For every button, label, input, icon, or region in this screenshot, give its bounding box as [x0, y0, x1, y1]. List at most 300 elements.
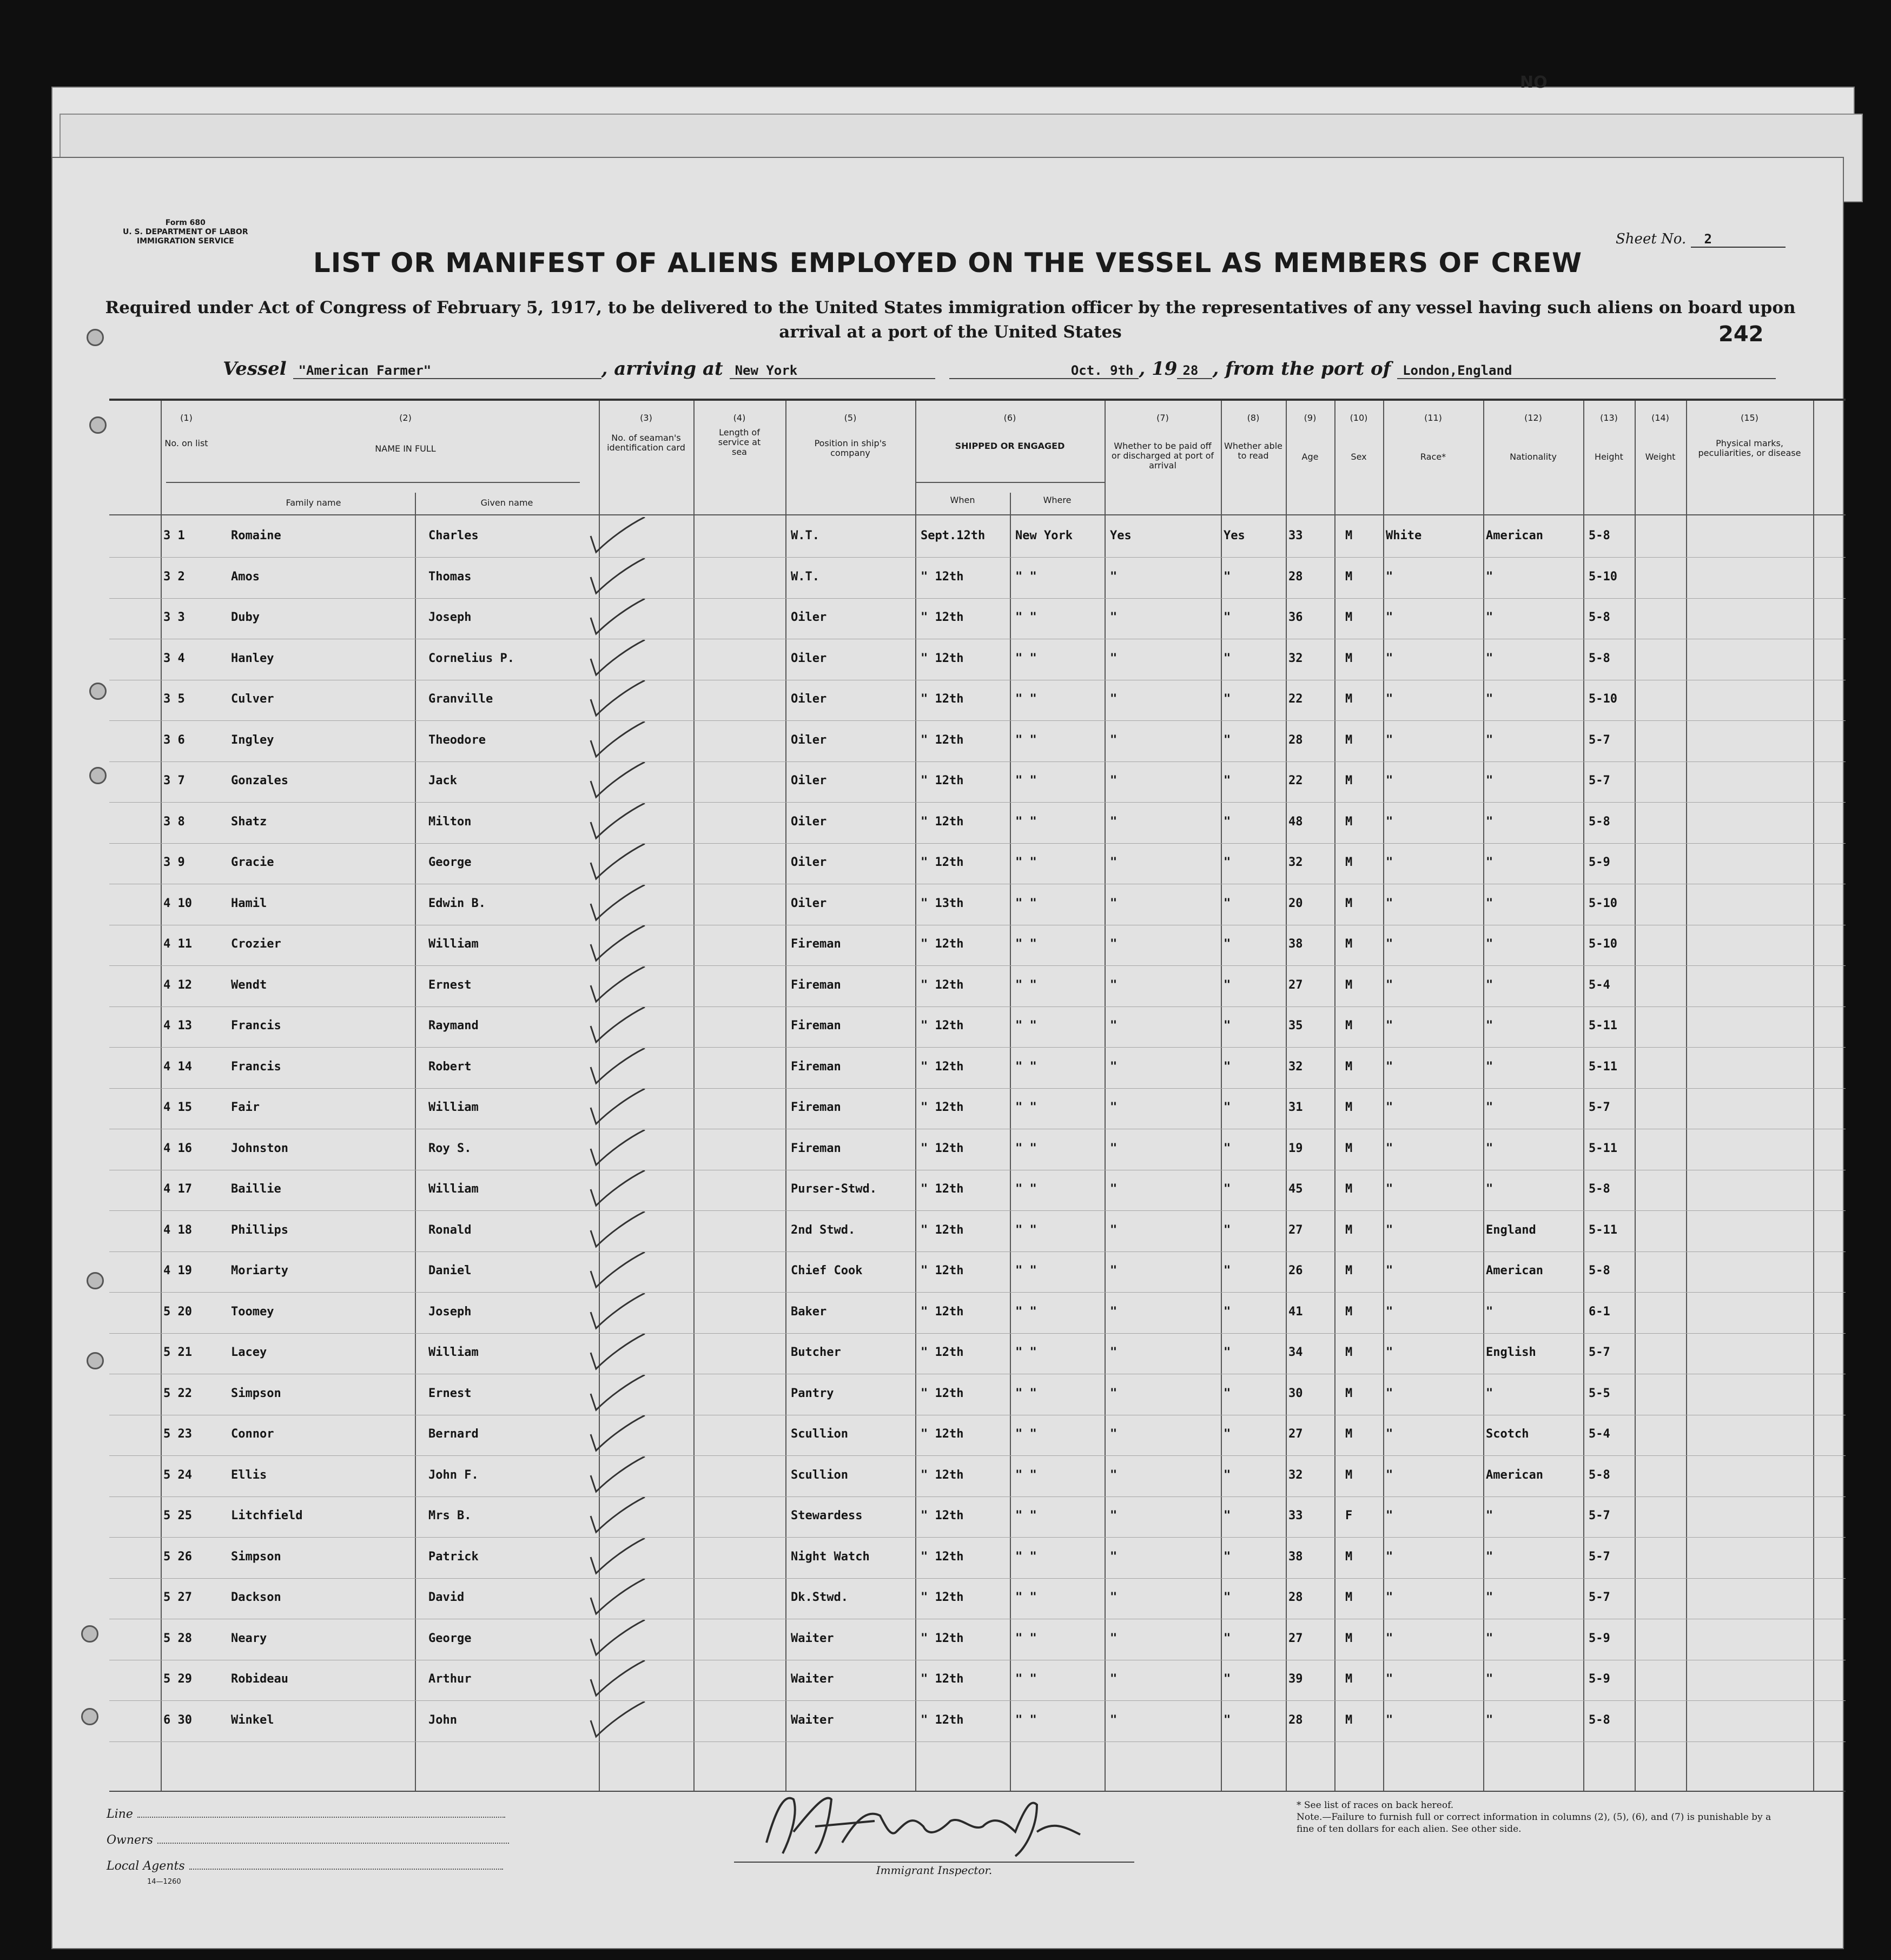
cell-paid: " — [1110, 1550, 1118, 1564]
cell-no: 5 27 — [163, 1591, 192, 1604]
table-row — [109, 966, 1846, 1007]
cell-no: 3 5 — [163, 692, 185, 706]
form-code: 14—1260 — [147, 1878, 181, 1886]
cell-where: " " — [1015, 1182, 1037, 1196]
cell-family: Neary — [231, 1631, 267, 1645]
cell-race: " — [1386, 1509, 1393, 1522]
cell-paid: " — [1110, 856, 1118, 869]
cell-no: 5 20 — [163, 1305, 192, 1319]
table-row — [109, 1538, 1846, 1579]
cell-no: 3 3 — [163, 611, 185, 624]
col-header-physical: Physical marks, peculiarities, or disease — [1698, 438, 1801, 458]
table-row — [109, 1211, 1846, 1252]
table-row — [109, 640, 1846, 680]
punch-hole — [87, 1272, 104, 1289]
cell-no: 4 11 — [163, 937, 192, 951]
cell-read: " — [1224, 1713, 1231, 1727]
cell-where: " " — [1015, 1101, 1037, 1114]
cell-where: " " — [1015, 1223, 1037, 1237]
cell-position: Oiler — [791, 733, 827, 747]
cell-position: W.T. — [791, 570, 819, 584]
cell-position: Oiler — [791, 611, 827, 624]
cell-height: 5-9 — [1589, 856, 1610, 869]
cell-given: Ronald — [428, 1223, 472, 1237]
cell-where: " " — [1015, 1509, 1037, 1522]
col-header-service: Length of service at sea — [718, 427, 761, 457]
cell-age: 38 — [1288, 937, 1303, 951]
inspector-signature — [734, 1783, 1134, 1864]
table-row — [109, 1130, 1846, 1170]
cell-when: " 12th — [921, 1509, 964, 1522]
cell-when: Sept.12th — [921, 529, 986, 542]
cell-position: W.T. — [791, 529, 819, 542]
cell-sex: M — [1345, 651, 1353, 665]
cell-position: Purser-Stwd. — [791, 1182, 877, 1196]
cell-age: 48 — [1288, 815, 1303, 829]
cell-position: Fireman — [791, 978, 841, 992]
cell-read: " — [1224, 1672, 1231, 1686]
cell-race: " — [1386, 1713, 1393, 1727]
cell-given: Arthur — [428, 1672, 472, 1686]
arrival-port: New York — [730, 363, 935, 379]
cell-height: 5-8 — [1589, 1182, 1610, 1196]
cell-given: Roy S. — [428, 1141, 472, 1155]
cell-family: Robideau — [231, 1672, 288, 1686]
cell-age: 28 — [1288, 1591, 1303, 1604]
cell-age: 38 — [1288, 1550, 1303, 1564]
cell-position: Fireman — [791, 1101, 841, 1114]
cell-sex: M — [1345, 570, 1353, 584]
table-row — [109, 762, 1846, 803]
check-mark — [583, 1415, 647, 1453]
cell-when: " 12th — [921, 611, 964, 624]
cell-nat: " — [1486, 1101, 1493, 1114]
page-subtitle: Required under Act of Congress of February 5, 1917, to be delivered to the United States immigration officer by the representatives of any vessel having such aliens on board upon arrival at a port of the United States — [105, 298, 1796, 342]
cell-height: 5-7 — [1589, 1346, 1610, 1359]
cell-family: Gracie — [231, 856, 274, 869]
cell-read: " — [1224, 937, 1231, 951]
cell-given: Raymand — [428, 1019, 479, 1032]
cell-race: " — [1386, 1141, 1393, 1155]
cell-family: Fair — [231, 1101, 260, 1114]
cell-given: Joseph — [428, 1305, 472, 1319]
cell-race: " — [1386, 937, 1393, 951]
cell-race: " — [1386, 1060, 1393, 1074]
cell-nat: " — [1486, 978, 1493, 992]
cell-paid: " — [1110, 1346, 1118, 1359]
cell-nat: Scotch — [1486, 1427, 1529, 1441]
cell-nat: " — [1486, 1550, 1493, 1564]
cell-age: 28 — [1288, 733, 1303, 747]
cell-position: Pantry — [791, 1386, 834, 1400]
cell-nat: American — [1486, 1264, 1543, 1277]
cell-where: " " — [1015, 611, 1037, 624]
cell-sex: M — [1345, 1182, 1353, 1196]
punch-hole — [89, 767, 107, 784]
cell-height: 5-9 — [1589, 1672, 1610, 1686]
cell-where: " " — [1015, 733, 1037, 747]
cell-no: 5 21 — [163, 1346, 192, 1359]
departure-port: London,England — [1397, 363, 1776, 379]
cell-no: 5 26 — [163, 1550, 192, 1564]
table-row — [109, 1252, 1846, 1293]
check-mark — [583, 966, 647, 1004]
cell-race: " — [1386, 1591, 1393, 1604]
cell-when: " 12th — [921, 1060, 964, 1074]
cell-when: " 12th — [921, 856, 964, 869]
cell-age: 27 — [1288, 1427, 1303, 1441]
cell-sex: M — [1345, 1631, 1353, 1645]
cell-paid: " — [1110, 815, 1118, 829]
col-header-position: Position in ship's company — [814, 438, 887, 458]
cell-position: Waiter — [791, 1631, 834, 1645]
cell-sex: M — [1345, 1346, 1353, 1359]
punch-hole — [87, 329, 104, 346]
cell-family: Francis — [231, 1019, 281, 1032]
cell-position: Fireman — [791, 937, 841, 951]
page-title: LIST OR MANIFEST OF ALIENS EMPLOYED ON THE VESSEL AS MEMBERS OF CREW — [313, 247, 1583, 279]
cell-given: William — [428, 1101, 479, 1114]
check-mark — [583, 1293, 647, 1331]
cell-race: " — [1386, 1182, 1393, 1196]
cell-sex: M — [1345, 1305, 1353, 1319]
cell-position: Scullion — [791, 1427, 848, 1441]
cell-where: " " — [1015, 1264, 1037, 1277]
cell-height: 5-8 — [1589, 651, 1610, 665]
cell-no: 3 8 — [163, 815, 185, 829]
cell-sex: M — [1345, 1141, 1353, 1155]
cell-given: Theodore — [428, 733, 486, 747]
cell-nat: " — [1486, 1591, 1493, 1604]
cell-read: " — [1224, 570, 1231, 584]
cell-age: 41 — [1288, 1305, 1303, 1319]
cell-read: " — [1224, 1141, 1231, 1155]
cell-age: 22 — [1288, 774, 1303, 787]
cell-nat: " — [1486, 896, 1493, 910]
cell-read: " — [1224, 692, 1231, 706]
col-header-name: NAME IN FULL — [375, 443, 436, 454]
cell-read: " — [1224, 856, 1231, 869]
cell-read: Yes — [1224, 529, 1245, 542]
cell-read: " — [1224, 651, 1231, 665]
cell-position: Chief Cook — [791, 1264, 863, 1277]
cell-when: " 12th — [921, 1141, 964, 1155]
cell-sex: M — [1345, 815, 1353, 829]
cell-sex: F — [1345, 1509, 1353, 1522]
cell-read: " — [1224, 1591, 1231, 1604]
cell-given: Jack — [428, 774, 457, 787]
cell-when: " 12th — [921, 1672, 964, 1686]
cell-nat: " — [1486, 1141, 1493, 1155]
cell-when: " 12th — [921, 1346, 964, 1359]
cell-paid: " — [1110, 611, 1118, 624]
cell-race: " — [1386, 1305, 1393, 1319]
cell-read: " — [1224, 1223, 1231, 1237]
cell-sex: M — [1345, 978, 1353, 992]
cell-position: Night Watch — [791, 1550, 870, 1564]
cell-family: Phillips — [231, 1223, 288, 1237]
cell-no: 3 2 — [163, 570, 185, 584]
check-mark — [583, 1579, 647, 1617]
cell-nat: " — [1486, 651, 1493, 665]
cell-when: " 12th — [921, 1019, 964, 1032]
cell-height: 6-1 — [1589, 1305, 1610, 1319]
table-row — [109, 1660, 1846, 1701]
cell-no: 4 19 — [163, 1264, 192, 1277]
cell-position: Waiter — [791, 1713, 834, 1727]
cell-given: William — [428, 937, 479, 951]
cell-given: David — [428, 1591, 465, 1604]
cell-race: " — [1386, 896, 1393, 910]
table-row — [109, 925, 1846, 966]
cell-where: " " — [1015, 1427, 1037, 1441]
table-row — [109, 599, 1846, 639]
cell-nat: " — [1486, 1672, 1493, 1686]
cell-nat: " — [1486, 733, 1493, 747]
check-mark — [583, 721, 647, 759]
cell-race: " — [1386, 978, 1393, 992]
cell-family: Connor — [231, 1427, 274, 1441]
punch-hole — [89, 416, 107, 434]
table-row — [109, 844, 1846, 884]
cell-nat: " — [1486, 1305, 1493, 1319]
cell-given: Joseph — [428, 611, 472, 624]
cell-sex: M — [1345, 1591, 1353, 1604]
cell-when: " 12th — [921, 1427, 964, 1441]
cell-paid: " — [1110, 1672, 1118, 1686]
cell-position: Fireman — [791, 1019, 841, 1032]
cell-where: " " — [1015, 1141, 1037, 1155]
cell-height: 5-7 — [1589, 733, 1610, 747]
cell-family: Toomey — [231, 1305, 274, 1319]
cell-nat: " — [1486, 1509, 1493, 1522]
cell-family: Ingley — [231, 733, 274, 747]
table-row — [109, 1375, 1846, 1415]
cell-paid: " — [1110, 1509, 1118, 1522]
cell-position: Oiler — [791, 774, 827, 787]
cell-no: 4 17 — [163, 1182, 192, 1196]
cell-family: Simpson — [231, 1550, 281, 1564]
cell-race: " — [1386, 856, 1393, 869]
check-mark — [583, 1456, 647, 1494]
cell-sex: M — [1345, 774, 1353, 787]
cell-position: Oiler — [791, 692, 827, 706]
cell-height: 5-8 — [1589, 815, 1610, 829]
cell-when: " 12th — [921, 774, 964, 787]
cell-given: George — [428, 856, 472, 869]
check-mark — [583, 1334, 647, 1372]
check-mark — [583, 680, 647, 718]
cell-when: " 13th — [921, 896, 964, 910]
cell-given: Patrick — [428, 1550, 479, 1564]
cell-paid: " — [1110, 733, 1118, 747]
cell-when: " 12th — [921, 1591, 964, 1604]
cell-paid: " — [1110, 1591, 1118, 1604]
check-mark — [583, 762, 647, 800]
cell-race: " — [1386, 1101, 1393, 1114]
check-mark — [583, 803, 647, 841]
cell-height: 5-7 — [1589, 1101, 1610, 1114]
cell-paid: " — [1110, 1019, 1118, 1032]
check-mark — [583, 1660, 647, 1698]
cell-paid: " — [1110, 1141, 1118, 1155]
table-row — [109, 1170, 1846, 1211]
cell-race: " — [1386, 1223, 1393, 1237]
cell-sex: M — [1345, 1223, 1353, 1237]
cell-read: " — [1224, 1631, 1231, 1645]
cell-where: " " — [1015, 1672, 1037, 1686]
cell-paid: " — [1110, 1468, 1118, 1482]
col-header-age: Age — [1301, 452, 1319, 462]
cell-race: " — [1386, 692, 1393, 706]
cell-race: " — [1386, 1672, 1393, 1686]
check-mark — [583, 1252, 647, 1290]
cell-where: " " — [1015, 856, 1037, 869]
cell-age: 19 — [1288, 1141, 1303, 1155]
cell-race: " — [1386, 1550, 1393, 1564]
cell-no: 4 16 — [163, 1141, 192, 1155]
cell-age: 32 — [1288, 856, 1303, 869]
cell-when: " 12th — [921, 1182, 964, 1196]
cell-position: Oiler — [791, 856, 827, 869]
cell-height: 5-9 — [1589, 1631, 1610, 1645]
cell-no: 3 7 — [163, 774, 185, 787]
cell-paid: " — [1110, 1264, 1118, 1277]
cell-no: 4 12 — [163, 978, 192, 992]
cell-paid: Yes — [1110, 529, 1132, 542]
cell-family: Duby — [231, 611, 260, 624]
cell-age: 28 — [1288, 1713, 1303, 1727]
cell-paid: " — [1110, 1305, 1118, 1319]
cell-nat: " — [1486, 692, 1493, 706]
cell-where: " " — [1015, 1591, 1037, 1604]
cell-race: " — [1386, 733, 1393, 747]
cell-nat: " — [1486, 1060, 1493, 1074]
cell-no: 3 6 — [163, 733, 185, 747]
cell-race: White — [1386, 529, 1422, 542]
cell-position: Fireman — [791, 1141, 841, 1155]
cell-where: " " — [1015, 651, 1037, 665]
cell-nat: American — [1486, 1468, 1543, 1482]
cell-sex: M — [1345, 1264, 1353, 1277]
cell-no: 6 30 — [163, 1713, 192, 1727]
cell-paid: " — [1110, 570, 1118, 584]
table-row — [109, 721, 1846, 762]
cell-race: " — [1386, 1427, 1393, 1441]
table-row — [109, 803, 1846, 844]
cell-family: Amos — [231, 570, 260, 584]
col-header-nationality: Nationality — [1510, 452, 1557, 462]
cell-age: 33 — [1288, 1509, 1303, 1522]
cell-read: " — [1224, 1060, 1231, 1074]
cell-age: 27 — [1288, 1223, 1303, 1237]
cell-read: " — [1224, 1550, 1231, 1564]
cell-nat: " — [1486, 937, 1493, 951]
cell-paid: " — [1110, 1101, 1118, 1114]
cell-position: 2nd Stwd. — [791, 1223, 856, 1237]
cell-height: 5-8 — [1589, 529, 1610, 542]
cell-no: 5 28 — [163, 1631, 192, 1645]
cell-no: 3 4 — [163, 651, 185, 665]
line-field: Line — [107, 1807, 505, 1821]
cell-no: 4 13 — [163, 1019, 192, 1032]
cell-nat: " — [1486, 1631, 1493, 1645]
cell-sex: M — [1345, 1427, 1353, 1441]
cell-nat: " — [1486, 1019, 1493, 1032]
cell-family: Moriarty — [231, 1264, 288, 1277]
cell-age: 32 — [1288, 1060, 1303, 1074]
vessel-line: Vessel "American Farmer" , arriving at New York Oct. 9th , 19 28 , from the port of London,England — [223, 358, 1776, 380]
cell-race: " — [1386, 774, 1393, 787]
check-mark — [583, 1089, 647, 1127]
punch-hole — [81, 1625, 98, 1643]
cell-age: 30 — [1288, 1386, 1303, 1400]
cell-age: 39 — [1288, 1672, 1303, 1686]
table-row — [109, 680, 1846, 721]
cell-height: 5-4 — [1589, 978, 1610, 992]
cell-position: Scullion — [791, 1468, 848, 1482]
col-header-height: Height — [1595, 452, 1623, 462]
cell-no: 4 14 — [163, 1060, 192, 1074]
owners-field: Owners — [107, 1833, 509, 1847]
cell-given: John — [428, 1713, 457, 1727]
cell-position: Baker — [791, 1305, 827, 1319]
cell-no: 5 23 — [163, 1427, 192, 1441]
cell-position: Butcher — [791, 1346, 841, 1359]
cell-family: Johnston — [231, 1141, 288, 1155]
cell-height: 5-7 — [1589, 774, 1610, 787]
check-mark — [583, 558, 647, 596]
cell-nat: " — [1486, 1386, 1493, 1400]
check-mark — [583, 1497, 647, 1535]
cell-paid: " — [1110, 978, 1118, 992]
cell-given: Charles — [428, 529, 479, 542]
cell-given: William — [428, 1182, 479, 1196]
cell-race: " — [1386, 1264, 1393, 1277]
col-header-read: Whether able to read — [1224, 441, 1282, 461]
cell-race: " — [1386, 1468, 1393, 1482]
col-header-race: Race* — [1420, 452, 1446, 462]
cell-family: Winkel — [231, 1713, 274, 1727]
table-row — [109, 558, 1846, 599]
cell-position: Dk.Stwd. — [791, 1591, 848, 1604]
cell-age: 34 — [1288, 1346, 1303, 1359]
cell-paid: " — [1110, 1060, 1118, 1074]
cell-paid: " — [1110, 1182, 1118, 1196]
cell-paid: " — [1110, 1223, 1118, 1237]
footnotes: * See list of races on back hereof. Note.—Failure to furnish full or correct information in columns (2), (5), (6), and (7) is punishable by a fine of ten dollars for each alien. See other side. — [1297, 1800, 1771, 1835]
cell-position: Oiler — [791, 651, 827, 665]
cell-where: " " — [1015, 937, 1037, 951]
cell-given: Granville — [428, 692, 493, 706]
cell-when: " 12th — [921, 1468, 964, 1482]
cell-sex: M — [1345, 1713, 1353, 1727]
cell-race: " — [1386, 1386, 1393, 1400]
cell-family: Crozier — [231, 937, 281, 951]
table-row — [109, 1415, 1846, 1456]
col-header-when: When — [950, 495, 975, 505]
cell-height: 5-10 — [1589, 937, 1617, 951]
cell-read: " — [1224, 1386, 1231, 1400]
table-row — [109, 1007, 1846, 1048]
col-header-given: Given name — [480, 498, 533, 508]
cell-given: Daniel — [428, 1264, 472, 1277]
cell-family: Simpson — [231, 1386, 281, 1400]
cell-where: " " — [1015, 1713, 1037, 1727]
cell-where: " " — [1015, 1550, 1037, 1564]
cell-where: " " — [1015, 1631, 1037, 1645]
cell-read: " — [1224, 611, 1231, 624]
